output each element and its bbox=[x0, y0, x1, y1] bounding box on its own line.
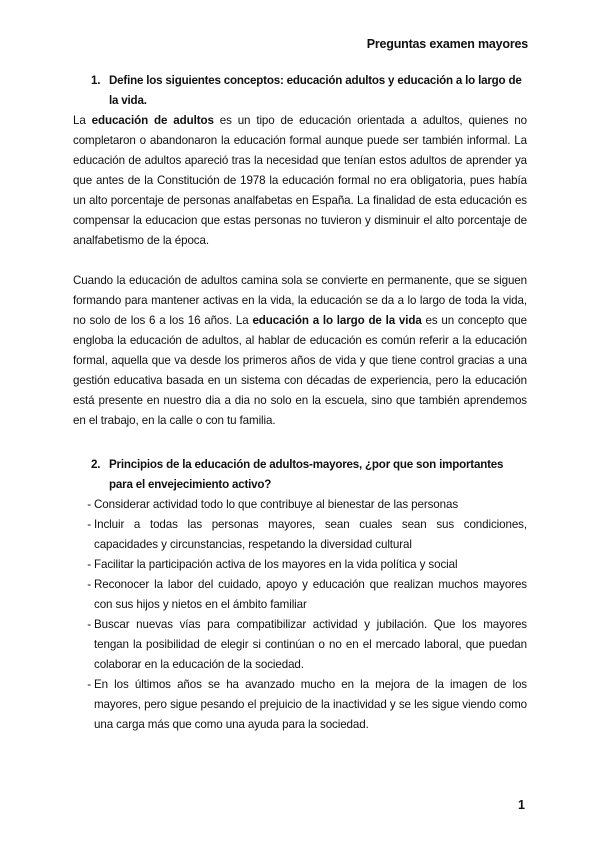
page-number: 1 bbox=[518, 798, 525, 812]
list-item-text: Reconocer la labor del cuidado, apoyo y educación que realizan muchos mayores con sus hijos y nietos en el ámbito familiar bbox=[94, 578, 527, 611]
list-item-text: Incluir a todas las personas mayores, sean cuales sean sus condiciones, capacidades y circunstancias, respetando la diversidad cultural bbox=[94, 518, 527, 551]
list-item bbox=[73, 575, 527, 615]
bullet-dash: - bbox=[87, 558, 91, 571]
paragraph-spacer bbox=[73, 251, 527, 271]
list-item bbox=[73, 675, 527, 735]
section-1-paragraph-2 bbox=[73, 271, 527, 431]
page-content bbox=[73, 71, 527, 735]
para2-text-1: Cuando la educación de adultos camina sola se convierte en permanente, que se siguen formando para mantener activas en la vida, la educación se da a lo largo de toda la vida, no solo de los 6 a los 16 años. La bbox=[73, 274, 527, 327]
section-spacer bbox=[73, 431, 527, 443]
principles-list bbox=[73, 495, 527, 735]
para1-text-1: La bbox=[73, 114, 92, 127]
list-item bbox=[73, 495, 527, 515]
section-1-heading bbox=[73, 71, 527, 111]
para2-text-2: es un concepto que engloba la educación de adultos, al hablar de educación es común referir a la educación formal, aquella que va desde los primeros años de vida y que tiene control gracias a una gestión educativa basada en un sistema con décadas de experiencia, pero la educación está presente en nuestro dia a dia no solo en la escuela, sino que también aprendemos en el trabajo, en la calle o con tu familia. bbox=[73, 314, 527, 427]
list-item-text: Considerar actividad todo lo que contribuye al bienestar de las personas bbox=[94, 498, 459, 511]
section-2-heading bbox=[73, 455, 527, 495]
list-item-text: En los últimos años se ha avanzado mucho en la mejora de la imagen de los mayores, pero sigue pesando el prejuicio de la inactividad y se les sigue viendo como una carga más que como una ayuda para la sociedad. bbox=[94, 678, 527, 731]
list-item bbox=[73, 555, 527, 575]
section-2-number: 2. bbox=[91, 458, 101, 471]
section-1-paragraph-1 bbox=[73, 111, 527, 251]
section-2-title: Principios de la educación de adultos-mayores, ¿por que son importantes para el envejecimiento activo? bbox=[109, 458, 504, 491]
list-item-text: Buscar nuevas vías para compatibilizar actividad y jubilación. Que los mayores tengan la posibilidad de elegir si continúan o no en el mercado laboral, que puedan colaborar en la educación de la sociedad. bbox=[94, 618, 527, 671]
list-item bbox=[73, 615, 527, 675]
para2-bold-term: educación a lo largo de la vida bbox=[252, 314, 422, 327]
section-spacer-2 bbox=[73, 443, 527, 455]
bullet-dash: - bbox=[87, 618, 91, 631]
para1-bold-term: educación de adultos bbox=[91, 114, 214, 127]
page-header-title: Preguntas examen mayores bbox=[366, 37, 528, 51]
bullet-dash: - bbox=[87, 578, 91, 591]
bullet-dash: - bbox=[87, 678, 91, 691]
list-item bbox=[73, 515, 527, 555]
list-item-text: Facilitar la participación activa de los mayores en la vida política y social bbox=[94, 558, 458, 571]
section-1-title: Define los siguientes conceptos: educación adultos y educación a lo largo de la vida. bbox=[109, 74, 522, 107]
section-1-number: 1. bbox=[91, 74, 101, 87]
para1-text-2: es un tipo de educación orientada a adultos, quienes no completaron o abandonaron la educación formal aunque puede ser también informal. La educación de adultos apareció tras la necesidad que tenían estos adultos de aprender ya que antes de la Constitución de 1978 la educación formal no era obligatoria, pues había un alto porcentaje de personas analfabetas en España. La finalidad de esta educación es compensar la educacion que estas personas no tuvieron y disminuir el alto porcentaje de analfabetismo de la época. bbox=[73, 114, 527, 247]
bullet-dash: - bbox=[87, 498, 91, 511]
bullet-dash: - bbox=[87, 518, 91, 531]
